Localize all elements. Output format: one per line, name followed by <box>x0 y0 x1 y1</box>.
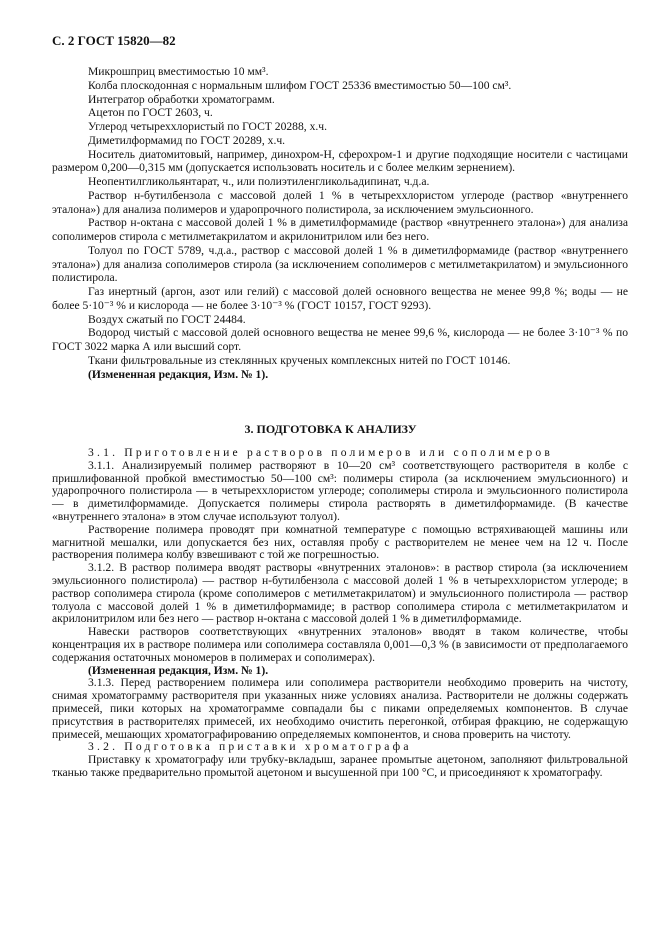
paragraph: Растворение полимера проводят при комнатной температуре с помощью встряхивающей машины или магнитной мешалки, или допускается без них, оставляя пробу с растворителем не менее чем на 12 ч. После растворения полимера колбу взвешивают с той же погрешностью. <box>52 522 628 562</box>
section-heading: 3. ПОДГОТОВКА К АНАЛИЗУ <box>244 422 417 436</box>
paragraph: Раствор н-октана с массовой долей 1 % в диметилформамиде (раствор «внутреннего эталона») для анализа сополимеров стирола с метилметакрилатом и акрилонитрилом или без него. <box>52 216 628 243</box>
paragraph: Приставку к хроматографу или трубку-вкладыш, заранее промытые ацетоном, заполняют фильтровальной тканью также предварительно промытой ацетоном и высушенной при 100 °С, и присоединяют к хроматографу. <box>52 753 628 779</box>
materials-list <box>52 65 628 381</box>
paragraph: Носитель диатомитовый, например, динохром-Н, сферохром-1 и другие подходящие носители с частицами размером 0,200—0,315 мм (допускается использовать носитель и с более мелким зернением). <box>52 147 628 175</box>
subsection-title: 3.2. Подготовка приставки хроматографа <box>88 740 412 754</box>
paragraph: Неопентилгликольянтарат, ч., или полиэтиленгликольадипинат, ч.д.а. <box>88 175 430 188</box>
paragraph: Навески растворов соответствующих «внутренних эталонов» вводят в таком количестве, чтобы концентрация их в растворе полимера или сополимера составляла 0,001—0,3 % (в зависимости от предполагаемого содержания остаточных мономеров в полимерах и сополимерах). <box>52 625 628 664</box>
paragraph: 3.1.2. В раствор полимера вводят растворы «внутренних эталонов»: в раствор стирола (за исключением эмульсионного полистирола) — раствор н-бутилбензола с массовой долей 1 % в четыреххлористом углероде; в раствор сополимера стирола (кроме сополимеров с метилметакрилатом) и эмульсионного полистирола — раствор толуола с массовой долей 1 % в диметилформамиде; в раствор сополимера стирола с метилметакрилатом и акрилонитрилом или без него — раствор н-октана с массовой долей 1 % в диметилформамиде. <box>52 561 628 626</box>
paragraph: Газ инертный (аргон, азот или гелий) с массовой долей основного вещества не менее 99,8 %; воды — не более 5·10⁻³ % и кислорода — не более 3·10⁻³ % (ГОСТ 10157, ГОСТ 9293). <box>52 285 628 312</box>
paragraph: Углерод четыреххлористый по ГОСТ 20288, х.ч. <box>88 120 327 133</box>
paragraph: Толуол по ГОСТ 5789, ч.д.а., раствор с массовой долей 1 % в диметилформамиде (раствор «внутреннего эталона») для анализа сополимеров стирола (за исключением сополимеров с метилметакрилатом) и эмульсионного полистирола. <box>52 243 628 285</box>
paragraph: Ткани фильтровальные из стеклянных крученых комплексных нитей по ГОСТ 10146. <box>88 353 511 367</box>
subsection-title: 3.1. Приготовление растворов полимеров или сополимеров <box>88 446 554 459</box>
paragraph: Раствор н-бутилбензола с массовой долей 1 % в четыреххлористом углероде (раствор «внутреннего эталона») для анализа полимеров и ударопрочного полистирола, за исключением эмульсионного. <box>52 188 628 216</box>
paragraph: Водород чистый с массовой долей основного вещества не менее 99,6 %, кислорода — не более 3·10⁻³ % по ГОСТ 3022 марка А или высший сорт. <box>52 326 628 353</box>
paragraph: Колба плоскодонная с нормальным шлифом ГОСТ 25336 вместимостью 50—100 см³. <box>88 78 512 92</box>
section-3-body <box>52 447 628 780</box>
paragraph: Диметилформамид по ГОСТ 20289, х.ч. <box>88 133 286 147</box>
amendment-note: (Измененная редакция, Изм. № 1). <box>88 663 269 677</box>
paragraph: 3.1.1. Анализируемый полимер растворяют в 10—20 см³ соответствующего растворителя в колбе с пришлифованной пробкой вместимостью 50—100 см³: полимеры стирола (за исключением эмульсионного) и ударопрочного полистирола — в четыреххлористом углероде; сополимеры стирола и эмульсионного полистирола — в диметилформамиде. Допускается полимеры стирола растворять в диметилформамиде. (В качестве «внутреннего эталона» в этом случае используют толуол). <box>52 458 628 523</box>
paragraph: Ацетон по ГОСТ 2603, ч. <box>88 106 213 120</box>
paragraph: Интегратор обработки хроматограмм. <box>88 92 275 106</box>
paragraph: Микрошприц вместимостью 10 мм³. <box>88 65 269 78</box>
page-header: С. 2 ГОСТ 15820—82 <box>52 33 176 48</box>
paragraph: 3.1.3. Перед растворением полимера или сополимера растворители необходимо проверить на чистоту, снимая хроматограмму растворителя при указанных ниже условиях анализа. Растворители не должны содержать примесей, пики которых на хроматограмме совпадали бы с пиками определяемых компонентов. В случае присутствия в растворителях примесей, их необходимо очистить перегонкой, отбирая фракцию, не содержащую примесей, мешающих хроматографированию определяемых компонентов, и снова проверить на чистоту. <box>52 676 628 741</box>
amendment-note: (Измененная редакция, Изм. № 1). <box>88 367 269 381</box>
paragraph: Воздух сжатый по ГОСТ 24484. <box>88 312 246 326</box>
